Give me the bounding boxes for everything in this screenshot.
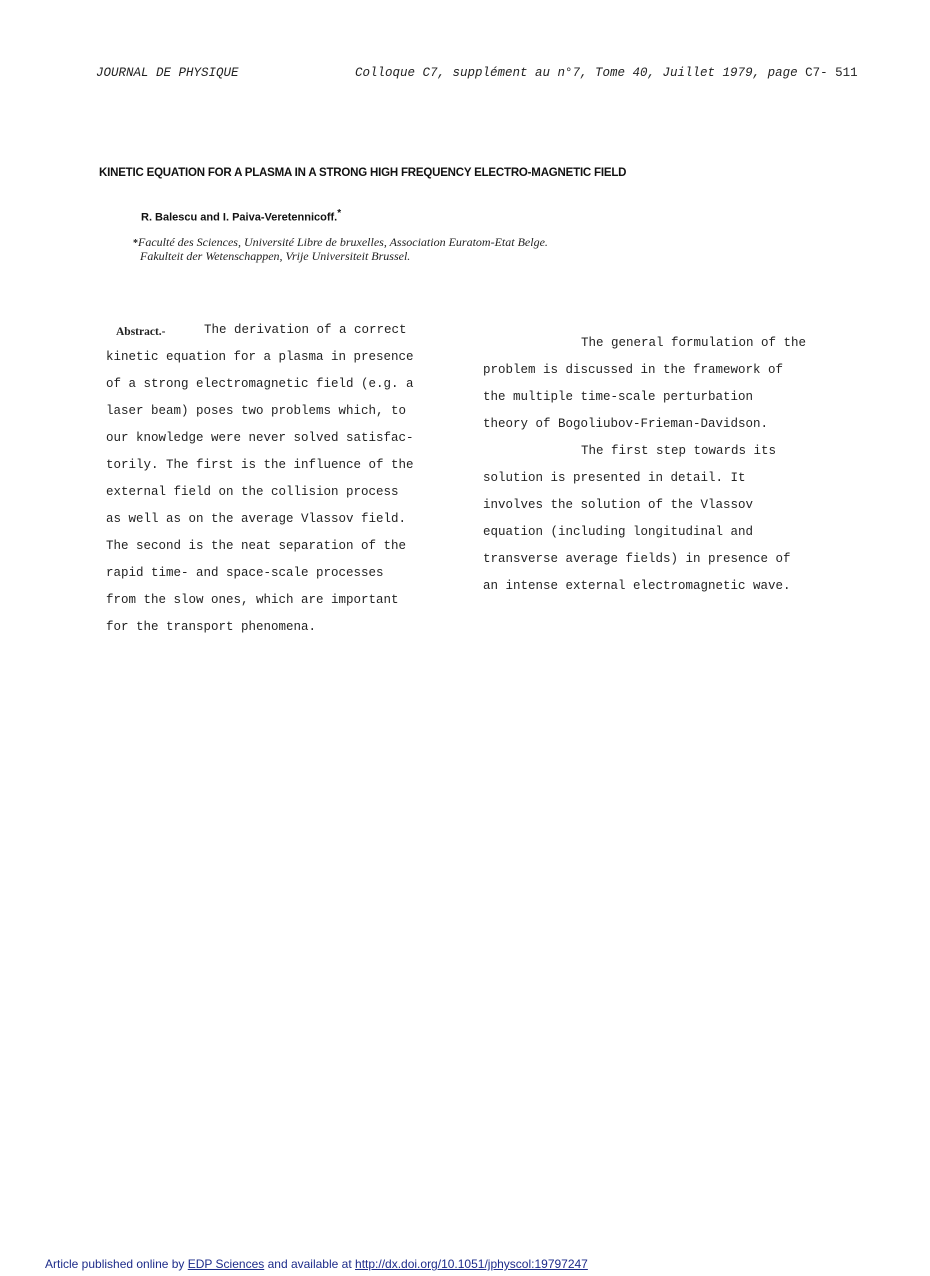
affiliation-line-1 [133,236,548,250]
abstract-line: kinetic equation for a plasma in presence [106,350,414,364]
colloque-info: Colloque C7, supplément au n°7, Tome 40, Juillet 1979, page [355,66,798,80]
body-line: equation (including longitudinal and [483,525,754,539]
footer-prefix: Article published online by [45,1257,185,1271]
author-footnote-mark: * [337,208,342,219]
body-line: problem is discussed in the framework of [483,363,784,377]
abstract-line: rapid time- and space-scale processes [106,566,384,580]
abstract-line: torily. The first is the influence of the [106,458,414,472]
doi-link[interactable]: http://dx.doi.org/10.1051/jphyscol:19797247 [355,1257,588,1271]
abstract-line: of a strong electromagnetic field (e.g. a [106,377,414,391]
affiliation-2: Fakulteit der Wetenschappen, Vrije Universiteit Brussel. [140,249,411,263]
footer-publication-note [45,1257,588,1271]
abstract-label: Abstract.- [116,326,166,338]
running-header-journal: JOURNAL DE PHYSIQUE [96,66,239,80]
abstract-line: for the transport phenomena. [106,620,317,634]
affiliation-line-2 [133,250,548,262]
body-line: theory of Bogoliubov-Frieman-Davidson. [483,417,769,431]
footer-middle: and available at [267,1257,352,1271]
body-line: involves the solution of the Vlassov [483,498,754,512]
body-line: The first step towards its [581,444,777,458]
authors: R. Balescu and I. Paiva-Veretennicoff. [141,211,338,224]
abstract-line: laser beam) poses two problems which, to [106,404,407,418]
publisher-link[interactable]: EDP Sciences [187,1257,265,1271]
body-line: transverse average fields) in presence of [483,552,791,566]
abstract-line: The derivation of a correct [204,323,407,337]
affiliation-footnote-mark: * [133,238,138,249]
authors-line [141,208,341,224]
abstract-line: The second is the neat separation of the [106,539,407,553]
affiliation-1: Faculté des Sciences, Université Libre de bruxelles, Association Euratom-Etat Belge. [138,235,548,249]
abstract-line: as well as on the average Vlassov field. [106,512,407,526]
running-header-citation [355,66,858,80]
affiliations [133,236,548,262]
article-title: KINETIC EQUATION FOR A PLASMA IN A STRONG HIGH FREQUENCY ELECTRO-MAGNETIC FIELD [99,167,627,179]
abstract-line: external field on the collision process [106,485,399,499]
abstract-line: our knowledge were never solved satisfac- [106,431,414,445]
body-line: an intense external electromagnetic wave. [483,579,791,593]
page-number: C7- 511 [805,66,858,80]
body-line: solution is presented in detail. It [483,471,746,485]
body-line: The general formulation of the [581,336,807,350]
abstract-line: from the slow ones, which are important [106,593,399,607]
abstract-first-line [116,322,166,340]
body-line: the multiple time-scale perturbation [483,390,754,404]
